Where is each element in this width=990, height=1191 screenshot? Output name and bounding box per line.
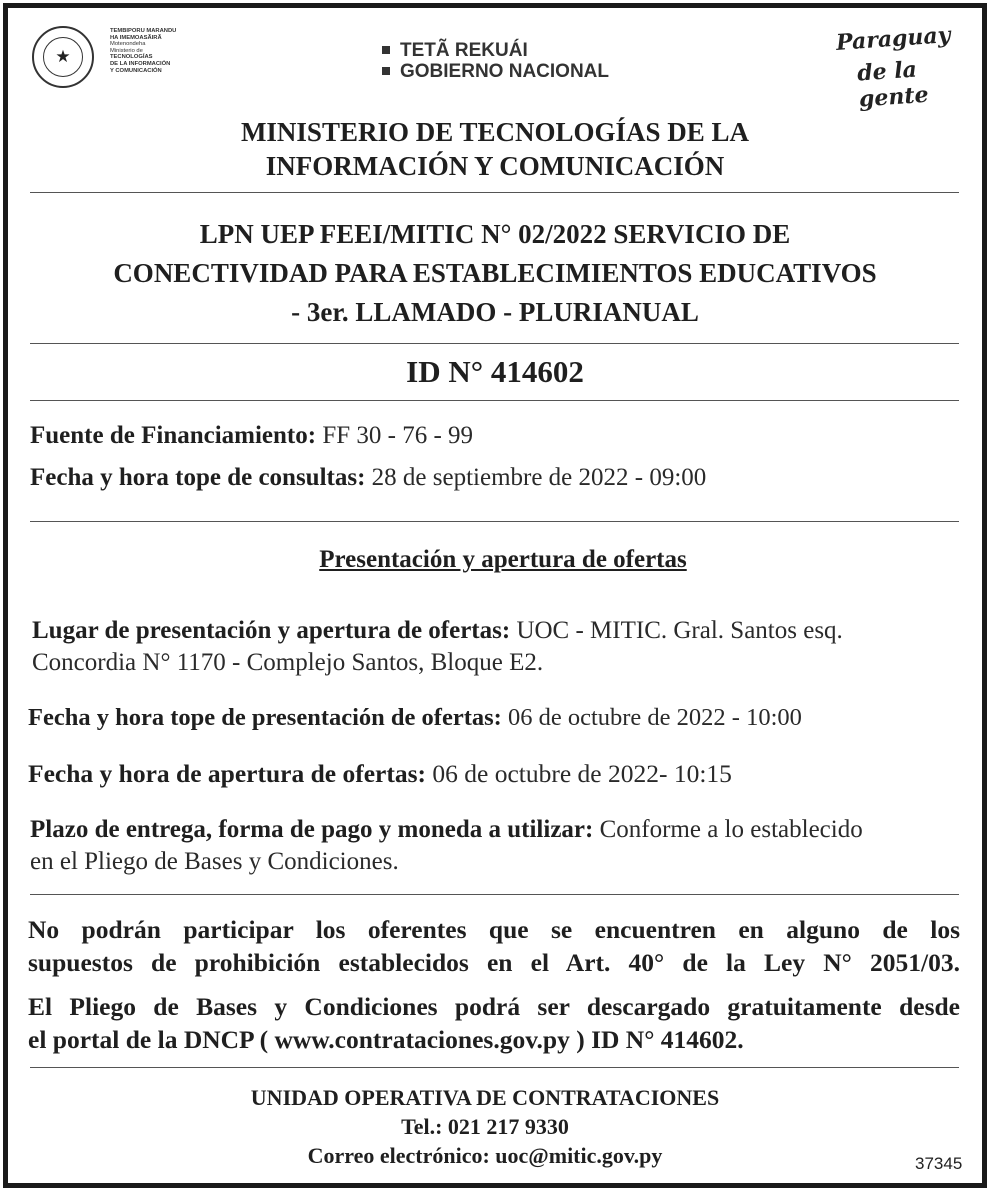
footer-unit: UNIDAD OPERATIVA DE CONTRATACIONES [250, 1085, 720, 1110]
offer-deadline [28, 702, 802, 734]
terms-value-1: Conforme a lo establecido [593, 816, 863, 843]
star-icon: ★ [55, 47, 71, 66]
consult-deadline [30, 462, 706, 494]
gov-logo-line2: GOBIERNO NACIONAL [400, 61, 609, 82]
download-line2: el portal de la DNCP ( www.contrataciones.gov.py ) ID N° 414602. [28, 1025, 744, 1054]
government-logo [382, 40, 609, 82]
tender-title-line1: LPN UEP FEEI/MITIC N° 02/2022 SERVICIO DE [199, 219, 791, 249]
ministry-logo-text [110, 28, 200, 74]
divider [30, 400, 959, 401]
divider [30, 521, 959, 522]
prohibition-line1: No podrán participar los oferentes que se encuentren en alguno de los [28, 915, 960, 944]
national-seal-logo [32, 26, 94, 88]
ministry-logo-line: HA IMEMOASÃIRÃ [110, 34, 162, 41]
delivery-terms [30, 814, 965, 878]
place-label: Lugar de presentación y apertura de ofertas: [32, 617, 511, 644]
gov-logo-line1: TETÃ REKUÁI [400, 40, 528, 61]
terms-value-2: en el Pliego de Bases y Condiciones. [30, 848, 399, 875]
ministry-logo-line: DE LA INFORMACIÓN [110, 60, 171, 67]
download-notice [28, 990, 960, 1056]
consult-value: 28 de septiembre de 2022 - 09:00 [365, 464, 707, 491]
tender-id: ID N° 414602 [406, 354, 584, 389]
slogan-line1: Paraguay [835, 22, 952, 56]
consult-label: Fecha y hora tope de consultas: [30, 464, 366, 491]
footer-phone: Tel.: 021 217 9330 [401, 1114, 569, 1139]
footer-email: Correo electrónico: uoc@mitic.gov.py [307, 1143, 663, 1168]
divider [30, 1067, 959, 1068]
ministry-title-line2: INFORMACIÓN Y COMUNICACIÓN [265, 151, 725, 181]
opening-label: Fecha y hora de apertura de ofertas: [28, 759, 426, 788]
slogan-line2: de la gente [856, 56, 930, 113]
place-value-1: UOC - MITIC. Gral. Santos esq. [510, 617, 843, 644]
ministry-title-line1: MINISTERIO DE TECNOLOGÍAS DE LA [240, 117, 750, 147]
prohibition-line2: supuestos de prohibición establecidos en el Art. 40° de la Ley N° 2051/03. [28, 948, 960, 977]
ministry-logo-line: TEMBIPORU MARANDU [110, 28, 177, 34]
prohibition-notice [28, 913, 960, 979]
section-title: Presentación y apertura de ofertas [319, 546, 687, 573]
terms-label: Plazo de entrega, forma de pago y moneda a utilizar: [30, 816, 594, 843]
offer-opening [28, 758, 732, 790]
tender-title-line3: - 3er. LLAMADO - PLURIANUAL [291, 297, 699, 327]
ministry-logo-line: Y COMUNICACIÓN [110, 67, 162, 74]
download-line1: El Pliego de Bases y Condiciones podrá ser descargado gratuitamente desde [28, 992, 960, 1021]
square-bullet-icon [382, 46, 390, 54]
ministry-logo-line: TECNOLOGÍAS [110, 54, 153, 61]
divider [30, 343, 959, 344]
ministry-logo-line: Ministerio de [110, 47, 143, 54]
place-value-2: Concordia N° 1170 - Complejo Santos, Bloque E2. [32, 649, 544, 676]
opening-value: 06 de octubre de 2022- 10:15 [426, 759, 732, 788]
funding-value: FF 30 - 76 - 99 [316, 422, 474, 449]
ministry-logo-line: Motenondeha [110, 41, 146, 48]
seal-inner-ring [43, 37, 83, 77]
funding-label: Fuente de Financiamiento: [30, 422, 317, 449]
deadline-value: 06 de octubre de 2022 - 10:00 [501, 704, 802, 731]
divider [30, 894, 959, 895]
divider [30, 192, 959, 193]
square-bullet-icon [382, 67, 390, 75]
ad-code: 37345 [915, 1154, 963, 1173]
funding-source [30, 420, 473, 452]
deadline-label: Fecha y hora tope de presentación de ofertas: [28, 704, 502, 731]
offer-place [32, 615, 967, 679]
tender-title-line2: CONECTIVIDAD PARA ESTABLECIMIENTOS EDUCATIVOS [113, 258, 877, 288]
